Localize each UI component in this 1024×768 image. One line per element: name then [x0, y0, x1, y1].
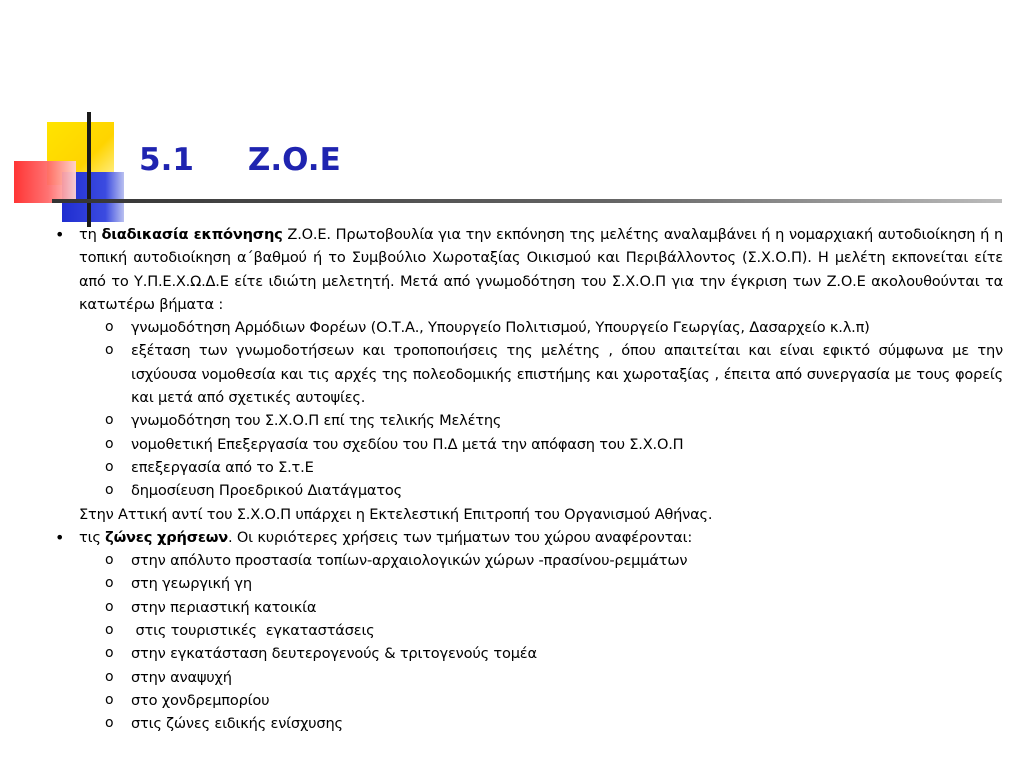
bullet-icon: •	[55, 225, 65, 244]
sub-bullet-text: νομοθετική Επεξεργασία του σχεδίου του Π.Δ μετά την απόφαση του Σ.Χ.Ο.Π	[131, 435, 684, 453]
sub-bullet-text: επεξεργασία από το Σ.τ.Ε	[131, 458, 314, 476]
sub-bullet-text: στη γεωργική γη	[131, 575, 252, 593]
sub-bullet-item	[79, 596, 1003, 619]
bullet-bold-term: διαδικασία εκπόνησης	[101, 226, 283, 243]
sub-bullet-text: στο χονδρεμπορίου	[131, 691, 270, 709]
sub-bullet-item	[79, 456, 1003, 479]
sub-bullet-item	[79, 642, 1003, 665]
sub-bullet-list	[79, 549, 1003, 735]
title-ornament-red-square	[14, 161, 76, 203]
sub-bullet-item	[79, 689, 1003, 712]
sub-bullet-icon: o	[105, 668, 114, 685]
sub-bullet-icon: o	[105, 482, 114, 499]
title-underline-divider	[52, 199, 1002, 203]
sub-bullet-text: στην απόλυτο προστασία τοπίων-αρχαιολογικών χώρων -πρασίνου-ρεμμάτων	[131, 552, 688, 570]
bullet-list	[55, 223, 1003, 503]
sub-bullet-icon: o	[105, 319, 114, 336]
title-ornament-vertical-line	[87, 112, 91, 227]
sub-bullet-item	[79, 479, 1003, 502]
bullet-prefix: τη	[79, 226, 102, 243]
sub-bullet-list	[79, 316, 1003, 502]
bullet-text: Ζ.Ο.Ε. Πρωτοβουλία για την εκπόνηση της μελέτης αναλαμβάνει ή η νομαρχιακή αυτοδιοίκηση ή η τοπική αυτοδιοίκηση α΄βαθμού ή το Συμβούλιο Χωροταξίας Οικισμού και Περιβάλλοντος (Σ.Χ.Ο.Π). Η μελέτη εκπονείται είτε από το Υ.Π.Ε.Χ.Ω.Δ.Ε είτε ιδιώτη μελετητή. Μετά από γνωμοδότηση του Σ.Χ.Ο.Π για την έγκριση των Ζ.Ο.Ε ακολουθούνται τα κατωτέρω βήματα :	[79, 226, 1003, 313]
sub-bullet-icon: o	[105, 575, 114, 592]
sub-bullet-item	[79, 572, 1003, 595]
sub-bullet-text: γνωμοδότηση του Σ.Χ.Ο.Π επί της τελικής Μελέτης	[131, 412, 502, 430]
bullet-item-process	[55, 223, 1003, 503]
sub-bullet-text: στις ζώνες ειδικής ενίσχυσης	[131, 715, 343, 733]
sub-bullet-icon: o	[105, 342, 114, 359]
bullet-icon: •	[55, 527, 65, 547]
sub-bullet-icon: o	[105, 435, 114, 452]
sub-bullet-item	[79, 339, 1003, 409]
sub-bullet-item	[79, 433, 1003, 456]
sub-bullet-icon: o	[105, 645, 114, 662]
sub-bullet-item	[79, 619, 1003, 642]
sub-bullet-icon: o	[105, 458, 114, 475]
sub-bullet-text: δημοσίευση Προεδρικού Διατάγματος	[131, 482, 403, 500]
slide-title: 5.1 Z.O.E	[139, 142, 341, 178]
bullet-paragraph	[79, 223, 1003, 316]
sub-bullet-icon: o	[105, 691, 114, 708]
sub-bullet-icon: o	[105, 715, 114, 732]
sub-bullet-text: στην αναψυχή	[131, 668, 232, 686]
attica-note: Στην Αττική αντί του Σ.Χ.Ο.Π υπάρχει η Εκτελεστική Επιτροπή του Οργανισμού Αθήνας.	[79, 505, 713, 523]
sub-bullet-text: στην περιαστική κατοικία	[131, 598, 317, 616]
sub-bullet-text: εξέταση των γνωμοδοτήσεων και τροποποιήσεις της μελέτης , όπου απαιτείται και είναι εφικτό σύμφωνα με την ισχύουσα νομοθεσία και τις αρχές της πολεοδομικής επιστήμης και χωροταξίας , έπειτα από συνεργασία με τους φορείς και μετά από σχετικές αυτοψίες.	[131, 342, 1003, 407]
sub-bullet-text: στην εγκατάσταση δευτερογενούς & τριτογενούς τομέα	[131, 645, 537, 663]
bullet-bold-term: ζώνες χρήσεων	[105, 528, 229, 546]
sub-bullet-icon: o	[105, 552, 114, 569]
bullet-text: . Οι κυριότερες χρήσεις των τμήματων του χώρου αναφέρονται:	[228, 528, 693, 546]
sub-bullet-icon: o	[105, 622, 114, 639]
sub-bullet-icon: o	[105, 598, 114, 615]
bullet-item-zones	[55, 526, 1003, 736]
bullet-prefix: τις	[79, 528, 106, 546]
sub-bullet-item	[79, 409, 1003, 432]
sub-bullet-item	[79, 549, 1003, 572]
bullet-paragraph	[79, 526, 1003, 549]
sub-bullet-text: γνωμοδότηση Αρμόδιων Φορέων (Ο.Τ.Α., Υπουργείο Πολιτισμού, Υπουργείο Γεωργίας, Δασαρχείο κ.λ.π)	[131, 319, 870, 337]
sub-bullet-item	[79, 316, 1003, 339]
bullet-list	[55, 526, 1003, 736]
sub-bullet-item	[79, 666, 1003, 689]
sub-bullet-item	[79, 712, 1003, 735]
sub-bullet-icon: o	[105, 412, 114, 429]
slide-body	[55, 223, 1003, 736]
sub-bullet-text: στις τουριστικές εγκαταστάσεις	[131, 622, 375, 640]
